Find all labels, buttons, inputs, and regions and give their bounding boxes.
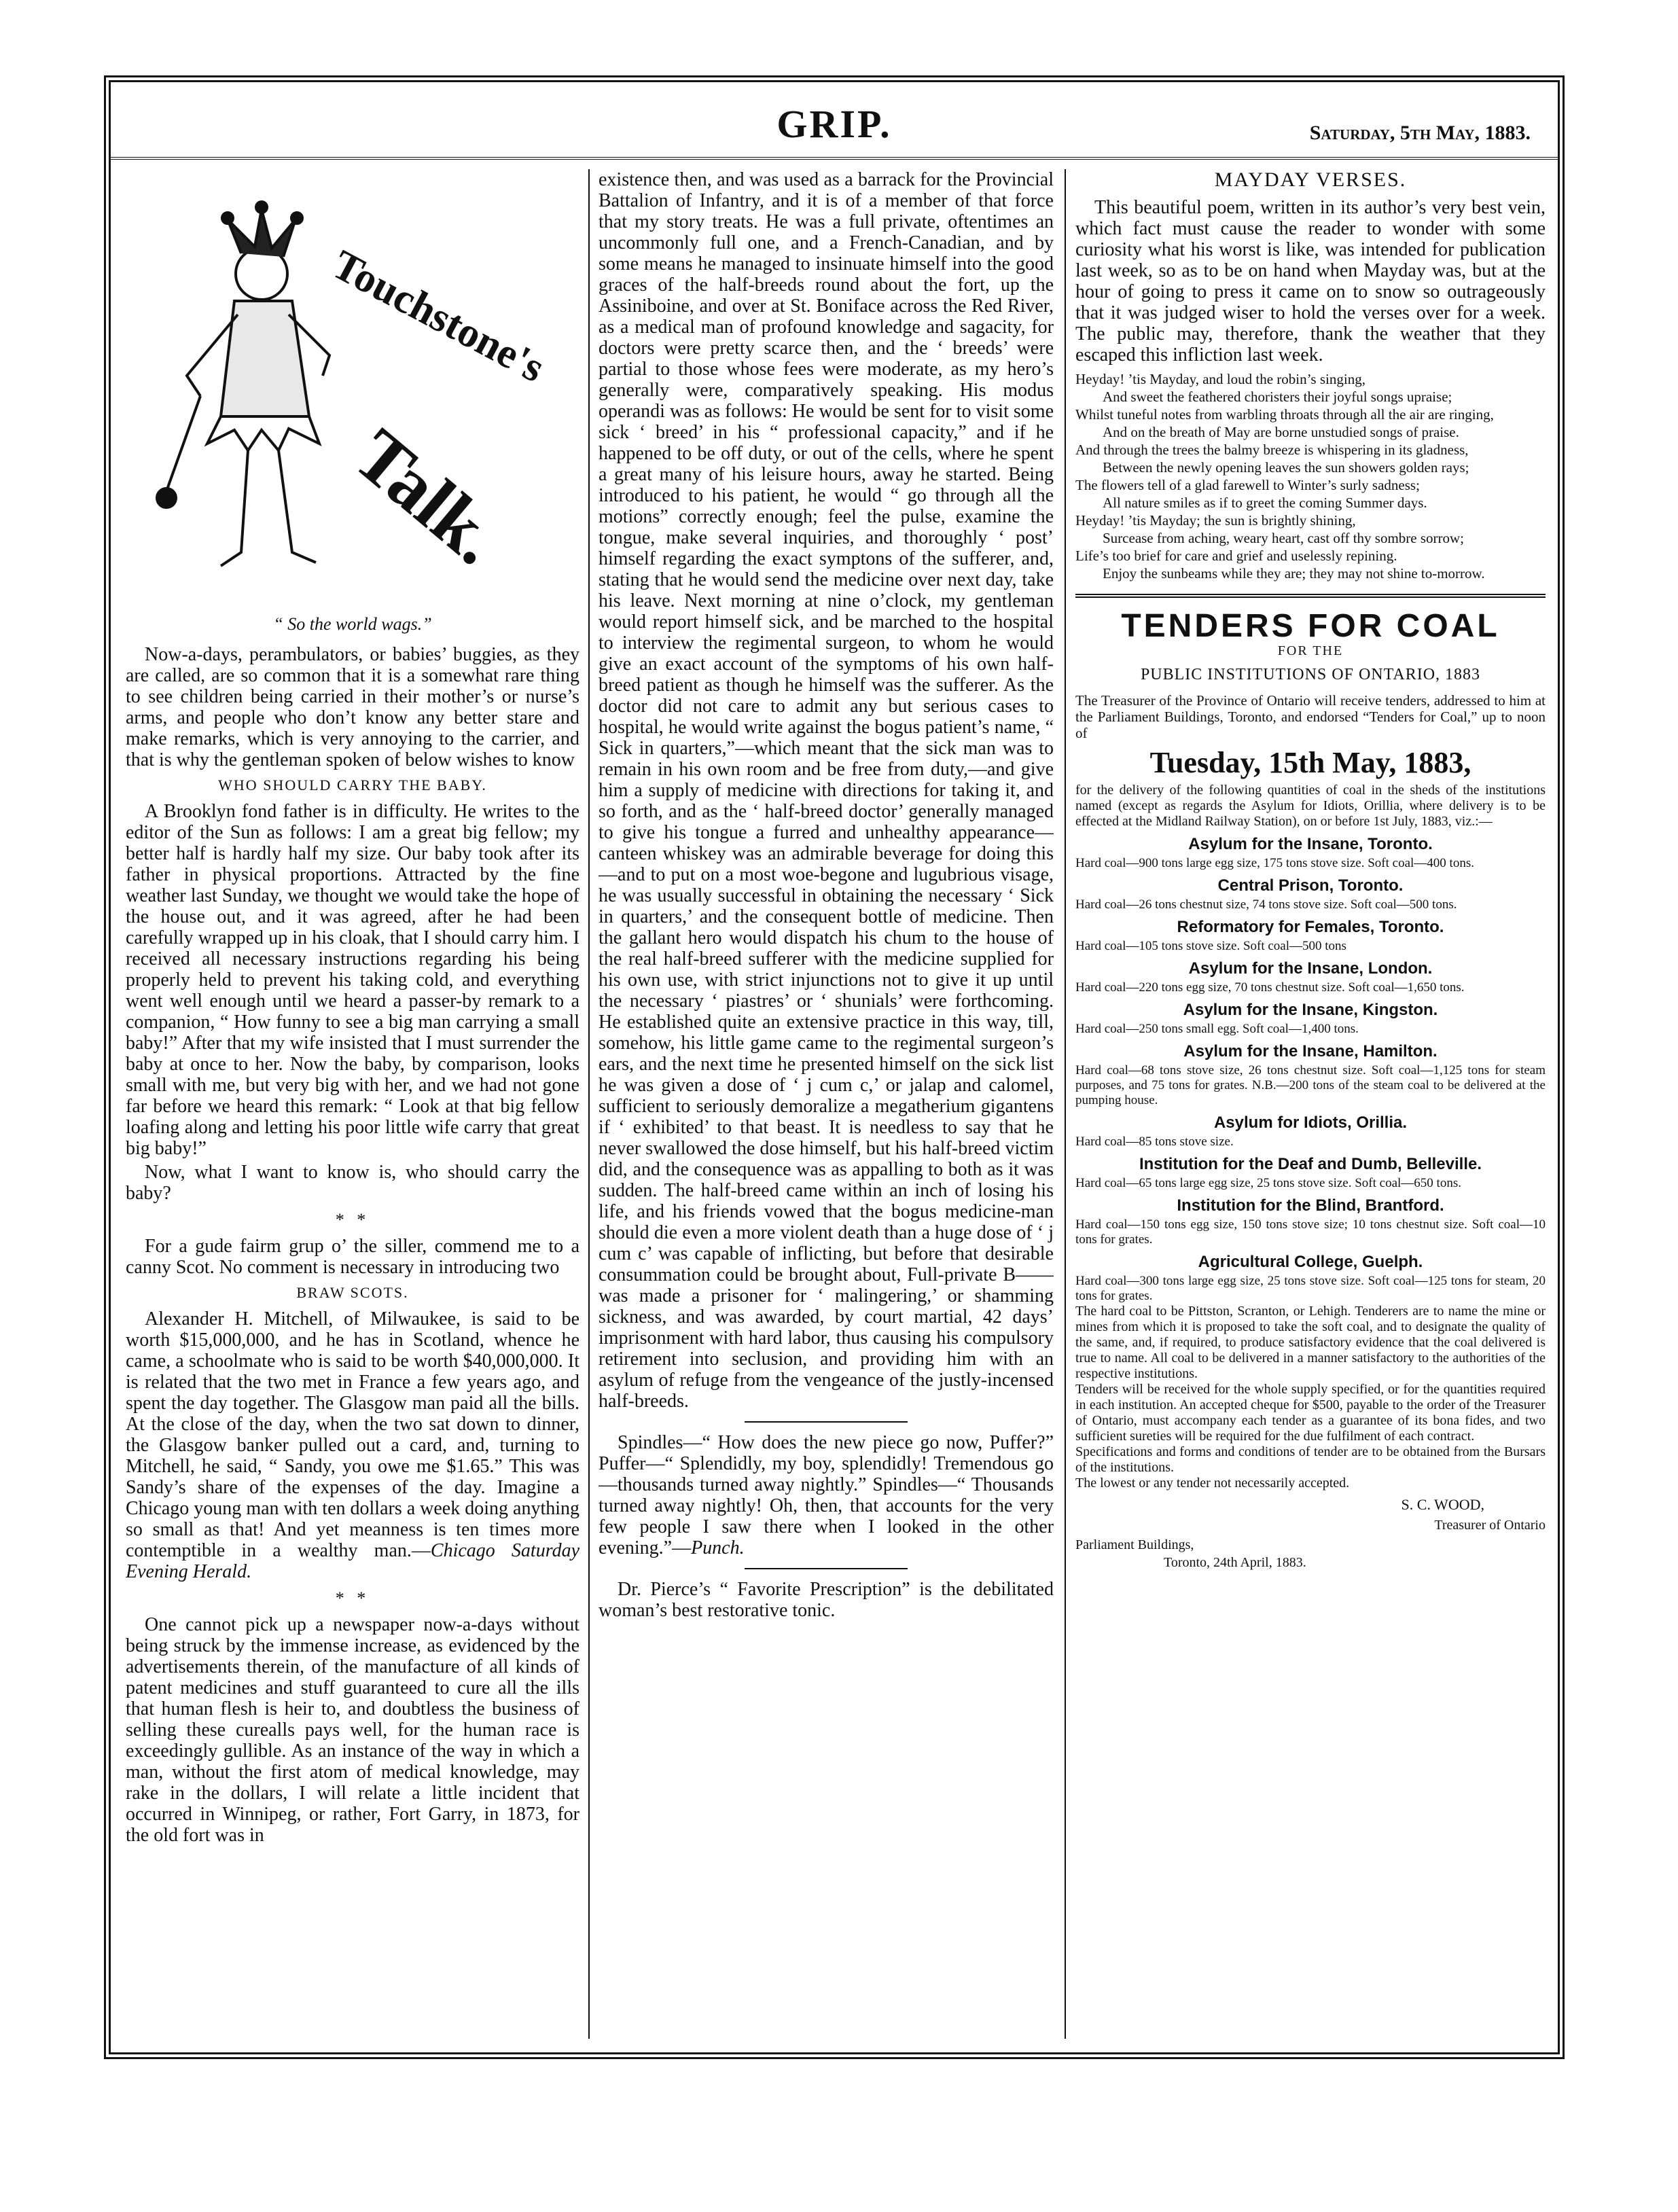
institution-detail: Hard coal—220 tons egg size, 70 tons chestnut size. Soft coal—1,650 tons. (1075, 980, 1465, 995)
poem-line: Surcease from aching, weary heart, cast off thy sombre sorrow; (1103, 530, 1465, 546)
institution-detail: Hard coal—300 tons large egg size, 25 tons stove size. Soft coal—125 tons for steam, 20 tons for grates. (1075, 1274, 1546, 1303)
column-rule-2 (1065, 169, 1066, 2039)
tenders-signer: S. C. WOOD, (1401, 1496, 1484, 1513)
poem-line: Between the newly opening leaves the sun showers golden rays; (1103, 459, 1469, 476)
article-scots-source: Chicago Saturday Evening Herald. (126, 1540, 579, 1582)
divider (745, 1421, 908, 1423)
divider-2 (745, 1568, 908, 1569)
institution-name: Asylum for the Insane, London. (1188, 959, 1433, 978)
tenders-heading: TENDERS FOR COAL (1121, 608, 1500, 644)
tenders-terms: Specifications and forms and conditions of tender are to be obtained from the Bursars of the institutions. (1075, 1444, 1546, 1475)
tenders-public-institutions: PUBLIC INSTITUTIONS OF ONTARIO, 1883 (1140, 666, 1481, 683)
poem-line: Heyday! ’tis Mayday; the sun is brightly shining, (1075, 512, 1356, 529)
section-head-baby: WHO SHOULD CARRY THE BABY. (218, 777, 487, 793)
column-rule-1 (588, 169, 590, 2039)
masthead-date: Saturday, 5th May, 1883. (1309, 122, 1531, 144)
tenders-place-date: Toronto, 24th April, 1883. (1164, 1555, 1306, 1570)
poem-line: All nature smiles as if to greet the coming Summer days. (1103, 495, 1427, 511)
touchstones-talk-illustration (126, 172, 579, 607)
institution-detail: Hard coal—68 tons stove size, 26 tons chestnut size. Soft coal—1,125 tons for steam purposes, and 75 tons for grates. N.B.—200 tons of the steam coal to be delivered at the pumping house. (1075, 1063, 1546, 1107)
tenders-terms: Tenders will be received for the whole supply specified, or for the quantities required in each institution. An accepted cheque for $500, payable to the order of the Treasurer of Ontario, must accompany each tender as a guarantee of its bona fides, and two sufficient sureties will be required for the due fulfilment of each contract. (1075, 1382, 1546, 1444)
tenders-signer-title: Treasurer of Ontario (1434, 1518, 1546, 1533)
poem-line: Whilst tuneful notes from warbling throats through all the air are ringing, (1075, 406, 1494, 423)
article-spindles (599, 1432, 1054, 1558)
article-baby-question: Now, what I want to know is, who should carry the baby? (126, 1162, 579, 1204)
masthead-title: GRIP. (776, 102, 892, 146)
mayday-title: MAYDAY VERSES. (1214, 169, 1407, 191)
tenders-for-the: FOR THE (1277, 643, 1344, 658)
section-head-scots: BRAW SCOTS. (296, 1284, 409, 1301)
masthead (111, 82, 1558, 160)
poem-line: Enjoy the sunbeams while they are; they may not shine to-morrow. (1103, 565, 1485, 582)
advert-pierce: Dr. Pierce’s “ Favorite Prescription” is the debilitated woman’s best restorative tonic. (599, 1579, 1054, 1621)
institution-name: Central Prison, Toronto. (1217, 876, 1404, 895)
jester-illustration (126, 172, 579, 607)
poem-line: And through the trees the balmy breeze is whispering in its gladness, (1075, 442, 1469, 458)
column-1 (126, 169, 579, 2039)
article-spindles-text: Spindles—“ How does the new piece go now, Puffer?” Puffer—“ Splendidly, my boy, splendidly! Tremendous go—thousands turned away nightly.” Spindles—“ Thousands turned away nightly! Oh, then, that accounts for the very few people I saw there when I looked in the other evening.”— (599, 1432, 1054, 1558)
tenders-date: Tuesday, 15th May, 1883, (1149, 746, 1471, 779)
tenders-terms: The lowest or any tender not necessarily accepted. (1075, 1476, 1350, 1491)
institution-detail: Hard coal—105 tons stove size. Soft coal—500 tons (1075, 939, 1346, 953)
poem-line: Heyday! ’tis Mayday, and loud the robin’s singing, (1075, 371, 1365, 387)
institution-detail: Hard coal—900 tons large egg size, 175 tons stove size. Soft coal—400 tons. (1075, 856, 1474, 870)
separator-stars-2: * * (335, 1588, 370, 1608)
poem-line: The flowers tell of a glad farewell to Winter’s surly sadness; (1075, 477, 1420, 493)
mayday-poem (1075, 371, 1546, 582)
separator-stars: * * (335, 1210, 370, 1230)
tenders-advert (1075, 594, 1546, 1573)
article-spindles-source: Punch. (691, 1537, 745, 1558)
article-scots-text: Alexander H. Mitchell, of Milwaukee, is said to be worth $15,000,000, and he has in Scotland, whence he came, a schoolmate who is said to be worth $40,000,000. It is related that the two met in France a few years ago, and spent the day together. The Glasgow man paid all the bills. At the close of the day, when the two sat down to dinner, the Glasgow banker pulled out a card, and, turning to Mitchell, he said, “ Sandy, you owe me $1.65.” This was Sandy’s share of the expenses of the day. Imagine a Chicago young man with ten dollars a week doing anything so small as that! And yet meanness is ten times more contemptible in a wealthy man.— (126, 1308, 579, 1561)
article-medicine-continued: existence then, and was used as a barrack for the Provincial Battalion of Infantry, and it is of a member of that force that my story treats. He was a full private, oftentimes an uncommonly full one, and a French-Canadian, and by some means he managed to insinuate himself into the good graces of the half-breeds round about the fort, up the Assiniboine, and over at St. Boniface across the Red River, as a medical man of profound knowledge and sagacity, for doctors were pretty scarce then, and the ‘ breeds’ were partial to those whose fees were moderate, as my hero’s generally were, comparatively speaking. His modus operandi was as follows: He would be sent for to visit some sick ‘ breed’ in his “ professional capacity,” and if he happened to be off duty, or out of the cells, where he spent a great many of his leisure hours, away he started. Being introduced to his patient, he would “ go through all the motions” correctly enough; feel the pulse, examine the tongue, make several inquiries, and thoroughly ‘ post’ himself regarding the exact symptons of the sufferer, and, stating that he would send the medicine over next day, take his leave. Next morning at nine o’clock, my gentleman would report himself sick, and be marched to the hospital to interview the regimental surgeon, to whom he would give an exact account of the symptoms of his own half-breed patient as though he himself was the sufferer. As the doctor did not care to admit any but serious cases to hospital, he would write against the bogus patient’s name, “ Sick in quarters,”—which meant that the sick man was to remain in his own room and be free from duty,—and give him a supply of medicine with directions for taking it, and so forth, and as the ‘ half-breed doctor’ generally managed to give his tongue a furred and unhealthy appearance—canteen whiskey was an admirable beverage for doing this—and to put on a most woe-begone and lugubrious visage, he was usually successful in obtaining the necessary ‘ Sick in quarters,’ and the consequent bottle of medicine. Then the gallant hero would dispatch his chum to the house of the real half-breed sufferer with the medicine supplied for his own use, with strict injunctions not to give it up until the necessary ‘ piastres’ or ‘ shunials’ were forthcoming. He established quite an extensive practice in this way, till, somehow, his little game came to the regimental surgeon’s ears, and the next time he presented himself on the sick list he was given a dose of ‘ j cum c,’ or jalap and calomel, sufficient to seriously demoralize a megatherium gigantens if ‘ exhibited’ to that beast. It is needless to say that he never swallowed the dose himself, but his half-breed victim did, and the consequence was as appalling to both as it was sudden. The half-breed came within an inch of losing his life, and his friends vowed that the bogus medicine-man should die even a more violent death than a huge dose of ‘ j cum c’ was capable of inflicting, but before that desirable consummation could be brought about, Full-private B—— was made a prisoner for ‘ malingering,’ or shamming sickness, and was awarded, by court martial, 42 days’ imprisonment with hard labor, thus causing his compulsory retirement into seclusion, and providing him with an asylum of refuge from the vengeance of the justly-incensed half-breeds. (599, 169, 1054, 1412)
poem-line: Life’s too brief for care and grief and uselessly repining. (1075, 548, 1397, 564)
institution-detail: Hard coal—150 tons egg size, 150 tons stove size; 10 tons chestnut size. Soft coal—10 tons for grates. (1075, 1217, 1546, 1247)
article-medicine: One cannot pick up a newspaper now-a-days without being struck by the immense increase, as evidenced by the advertisements therein, of the manufacture of all kinds of patent medicines and stuff guaranteed to cure all the ills that human flesh is heir to, and doubtless the business of selling these curealls pays well, for the human race is exceedingly gullible. As an instance of the way in which a man, without the first atom of medical knowledge, may rake in the dollars, I will relate a little incident that occurred in Winnipeg, or rather, Fort Garry, in 1873, for the old fort was in (126, 1614, 579, 1846)
svg-text:Talk.: Talk. (339, 412, 516, 581)
article-baby: A Brooklyn fond father is in difficulty. He writes to the editor of the Sun as follows: I am a great big fellow; my better half is hardly half my size. Our baby took after its father in physical proportions. Attracted by the fine weather last Sunday, we thought we would take the hope of the house out, and it was agreed, after he had been carefully wrapped up in his cloak, that I should carry him. I received all necessary instructions regarding his being properly held to prevent his taking cold, and everything went well enough until we heard a passer-by remark to a companion, “ How funny to see a big man carrying a small baby!” After that my wife insisted that I must surrender the baby at once to her. Now the baby, by comparison, looks small with me, but very big with her, and we had not gone far before we heard this remark: “ Look at that big fellow loafing along and letting his poor little wife carry that great big baby!” (126, 801, 579, 1159)
mayday-intro: This beautiful poem, written in its author’s very best vein, which fact must cause the reader to wonder with some curiosity what his worst is like, was intended for publication last week, so as to be on hand when Mayday was, but at the hour of going to press it came on to snow so outrageously that it was judged wiser to hold the verses over for a week. The public may, therefore, thank the weather that they escaped this infliction last week. (1075, 197, 1546, 365)
poem-line: And sweet the feathered choristers their joyful songs upraise; (1103, 389, 1452, 405)
institution-name: Asylum for the Insane, Toronto. (1188, 835, 1433, 853)
institution-detail: Hard coal—65 tons large egg size, 25 tons stove size. Soft coal—650 tons. (1075, 1176, 1461, 1190)
institution-detail: Hard coal—26 tons chestnut size, 74 tons stove size. Soft coal—500 tons. (1075, 897, 1457, 912)
column-2 (599, 169, 1054, 2039)
institution-name: Reformatory for Females, Toronto. (1177, 918, 1444, 936)
institution-detail: Hard coal—85 tons stove size. (1075, 1135, 1234, 1149)
institution-name: Asylum for the Insane, Hamilton. (1183, 1042, 1438, 1060)
poem-line: And on the breath of May are borne unstudied songs of praise. (1103, 424, 1459, 440)
institution-name: Institution for the Blind, Brantford. (1177, 1196, 1444, 1215)
institution-detail: Hard coal—250 tons small egg. Soft coal—1,400 tons. (1075, 1022, 1359, 1036)
article-scots (126, 1308, 579, 1582)
institution-name: Agricultural College, Guelph. (1198, 1253, 1423, 1271)
illustration-caption: “ So the world wags.” (273, 614, 432, 634)
svg-text:Touchstone's: Touchstone's (325, 241, 552, 392)
column-3 (1075, 169, 1546, 2039)
tenders-intro: The Treasurer of the Province of Ontario will receive tenders, addressed to him at the Parliament Buildings, Toronto, and endorsed “Tenders for Coal,” up to noon of (1075, 692, 1546, 741)
newspaper-page (109, 80, 1560, 2054)
article-scots-intro: For a gude fairm grup o’ the siller, commend me to a canny Scot. No comment is necessary in introducing two (126, 1236, 579, 1278)
tenders-delivery: for the delivery of the following quantities of coal in the sheds of the institutions named (except as regards the Asylum for Idiots, Orillia, where delivery is to be effected at the Midland Railway Station), on or before 1st July, 1883, viz.:— (1075, 783, 1546, 829)
tenders-terms: The hard coal to be Pittston, Scranton, or Lehigh. Tenderers are to name the mine or mines from which it is proposed to take the soft coal, and to designate the quality of the same, and, if required, to produce satisfactory evidence that the coal delivered is true to name. All coal to be delivered in a manner satisfactory to the authorities of the respective institutions. (1075, 1304, 1546, 1381)
institution-name: Institution for the Deaf and Dumb, Belleville. (1139, 1155, 1482, 1173)
article-intro: Now-a-days, perambulators, or babies’ buggies, as they are called, are so common that it is a somewhat rare thing to see children being carried in their mother’s or nurse’s arms, and people who don’t know any better stare and make remarks, which is very annoying to the carrier, and that is why the gentleman spoken of below wishes to know (126, 644, 579, 770)
institution-name: Asylum for Idiots, Orillia. (1213, 1113, 1408, 1132)
tenders-place: Parliament Buildings, (1075, 1537, 1194, 1552)
institution-name: Asylum for the Insane, Kingston. (1183, 1001, 1438, 1019)
